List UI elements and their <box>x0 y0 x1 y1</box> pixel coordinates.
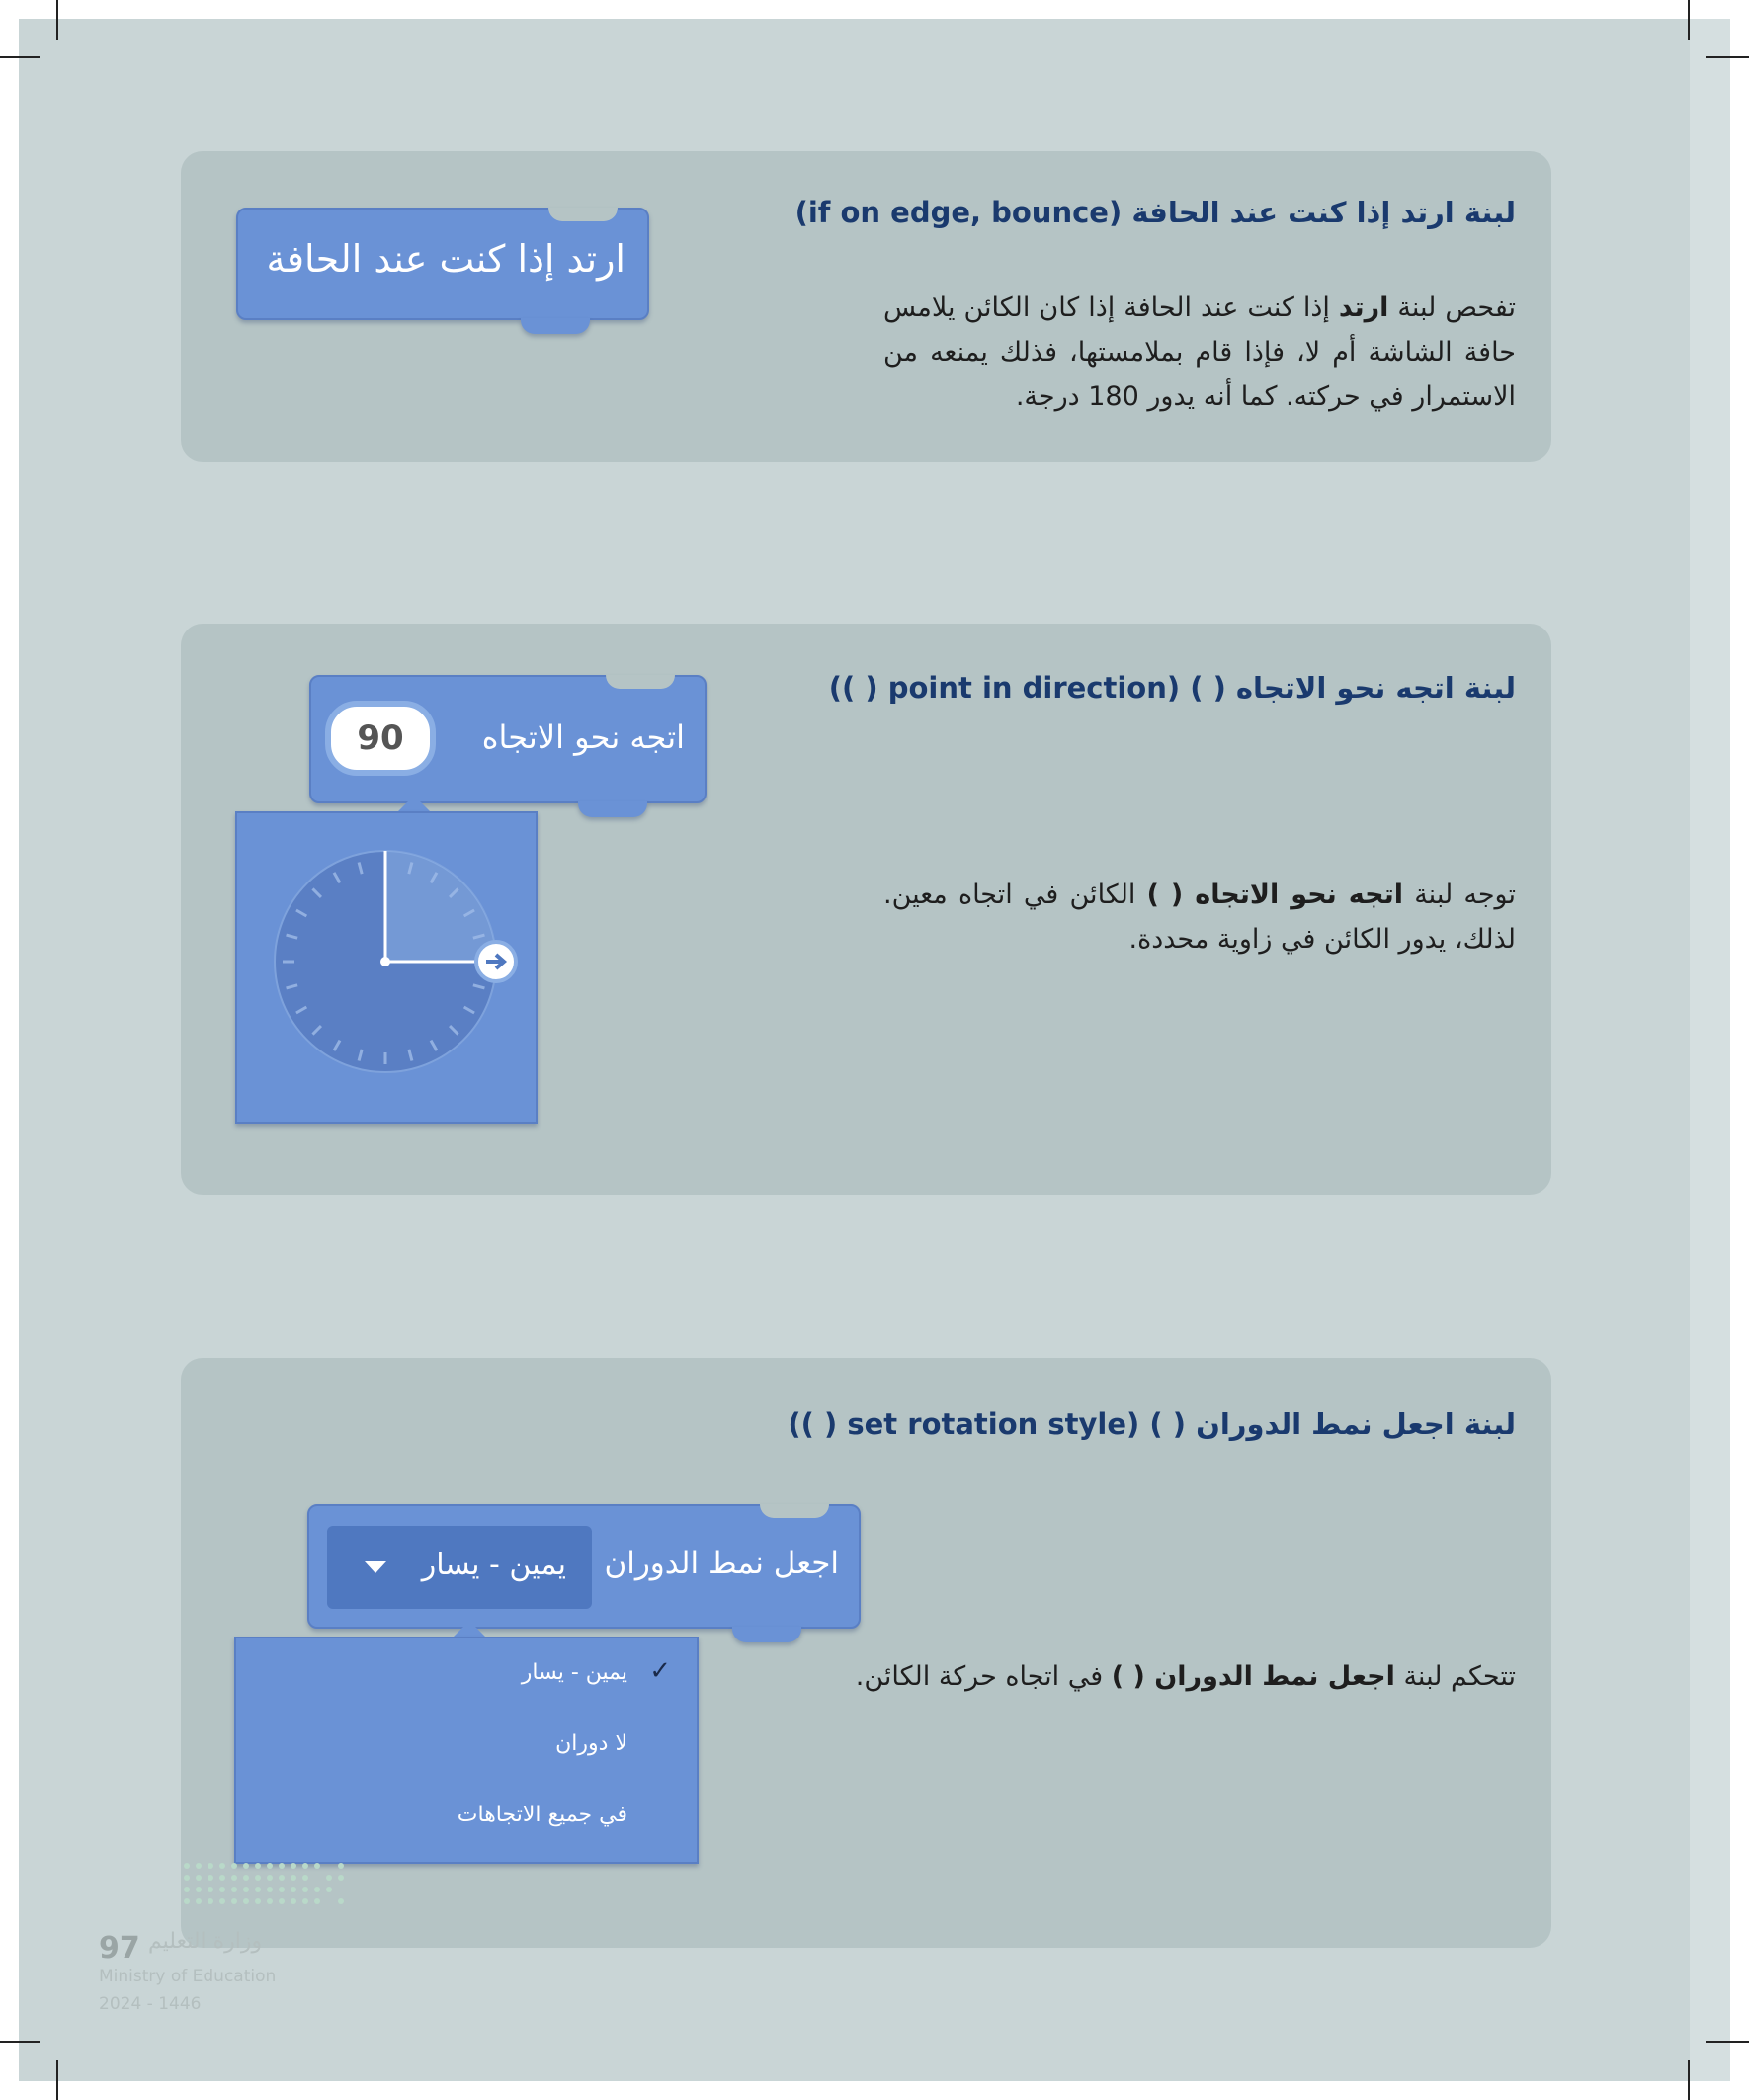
direction-dial[interactable] <box>237 813 536 1122</box>
crop-mark <box>0 56 40 58</box>
logo-dot <box>255 1863 261 1869</box>
dropdown-value: يمين - يسار <box>421 1548 566 1582</box>
logo-dot <box>267 1898 273 1904</box>
menu-item-all-around[interactable]: في جميع الاتجاهات <box>457 1803 627 1827</box>
logo-dot <box>231 1875 237 1881</box>
logo-dot <box>196 1887 202 1892</box>
logo-dot <box>291 1887 296 1892</box>
logo-dot <box>208 1887 213 1892</box>
block-label: ارتد إذا كنت عند الحافة <box>266 237 625 281</box>
rotation-style-block[interactable] <box>307 1504 861 1629</box>
desc-text: تتحكم لبنة <box>1394 1661 1516 1692</box>
ministry-name-en: Ministry of Education <box>99 1967 277 1986</box>
logo-dot <box>208 1863 213 1869</box>
logo-dot <box>267 1863 273 1869</box>
logo-dot <box>231 1898 237 1904</box>
crop-mark <box>56 0 58 40</box>
point-direction-card <box>181 624 1551 1195</box>
bounce-description <box>883 286 1516 419</box>
logo-dot <box>184 1887 190 1892</box>
logo-dot <box>208 1898 213 1904</box>
logo-dot <box>338 1875 344 1881</box>
crop-mark <box>1706 56 1749 58</box>
logo-dot <box>196 1875 202 1881</box>
logo-dot <box>279 1898 285 1904</box>
logo-dot <box>184 1863 190 1869</box>
desc-text: الكائن في اتجاه معين. لذلك، يدور الكائن في زاوية محددة. <box>883 880 1516 955</box>
crop-mark <box>1688 0 1690 40</box>
bounce-card <box>181 151 1551 462</box>
logo-dot <box>314 1887 320 1892</box>
logo-dot <box>219 1863 225 1869</box>
logo-dot <box>314 1863 320 1869</box>
page-number: 97 <box>99 1931 140 1966</box>
desc-text: تفحص لبنة <box>1388 293 1516 323</box>
crop-mark <box>56 2060 58 2100</box>
block-label: اتجه نحو الاتجاه <box>481 718 685 756</box>
logo-dot <box>208 1875 213 1881</box>
desc-bold: ارتد <box>1338 293 1389 323</box>
crop-mark <box>1706 2041 1749 2043</box>
logo-dot <box>184 1875 190 1881</box>
logo-dot <box>255 1875 261 1881</box>
page-edge-strip <box>1690 19 1730 2081</box>
rotation-style-title: لبنة اجعل نمط الدوران ( ) (set rotation style ( )) <box>788 1407 1516 1441</box>
logo-dot <box>243 1863 249 1869</box>
logo-dot <box>231 1887 237 1892</box>
point-direction-description <box>883 873 1516 962</box>
desc-text: توجه لبنة <box>1403 880 1516 910</box>
desc-text: إذا كنت عند الحافة إذا كان الكائن يلامس حافة الشاشة أم لا، فإذا قام بملامستها، فذلك يمنعه من الاستمرار في حركته. كما أنه يدور 180 درجة. <box>883 293 1516 412</box>
crop-mark <box>0 2041 40 2043</box>
logo-dot <box>291 1863 296 1869</box>
logo-dot <box>255 1898 261 1904</box>
point-direction-title: لبنة اتجه نحو الاتجاه ( ) (point in direction ( )) <box>828 671 1516 705</box>
academic-year: 2024 - 1446 <box>99 1994 202 2014</box>
logo-dot <box>219 1887 225 1892</box>
menu-item-left-right[interactable]: يمين - يسار <box>521 1660 627 1685</box>
logo-dot <box>291 1875 296 1881</box>
logo-dot <box>243 1875 249 1881</box>
logo-dot <box>314 1898 320 1904</box>
logo-dot <box>302 1898 308 1904</box>
desc-bold: اجعل نمط الدوران ( ) <box>1111 1661 1395 1692</box>
bounce-block[interactable] <box>236 208 649 320</box>
bounce-title: لبنة ارتد إذا كنت عند الحافة (if on edge, bounce) <box>794 196 1516 229</box>
logo-dot <box>255 1887 261 1892</box>
crop-mark <box>1688 2060 1690 2100</box>
logo-dot <box>279 1875 285 1881</box>
caret-down-icon <box>365 1561 386 1573</box>
logo-dot <box>326 1887 332 1892</box>
rotation-style-description <box>855 1654 1516 1699</box>
logo-dot <box>338 1898 344 1904</box>
ministry-name-ar: وزارة التعليم <box>148 1929 263 1954</box>
logo-dot <box>279 1887 285 1892</box>
logo-dot <box>243 1887 249 1892</box>
desc-bold: اتجه نحو الاتجاه ( ) <box>1146 880 1404 910</box>
logo-dot <box>184 1898 190 1904</box>
block-notch <box>606 675 675 689</box>
rotation-style-card <box>181 1358 1551 1948</box>
logo-dot <box>196 1898 202 1904</box>
block-tab <box>578 801 647 817</box>
block-tab <box>732 1627 801 1642</box>
logo-dot <box>326 1875 332 1881</box>
block-label: اجعل نمط الدوران <box>604 1546 839 1581</box>
logo-dot <box>219 1875 225 1881</box>
ministry-logo-icon <box>181 1860 349 1909</box>
logo-dot <box>219 1898 225 1904</box>
logo-dot <box>267 1875 273 1881</box>
logo-dot <box>243 1898 249 1904</box>
menu-item-dont-rotate[interactable]: لا دوران <box>555 1731 627 1756</box>
logo-dot <box>302 1887 308 1892</box>
direction-value-input[interactable]: 90 <box>325 701 436 776</box>
rotation-style-dropdown[interactable] <box>327 1526 592 1609</box>
logo-dot <box>196 1863 202 1869</box>
logo-dot <box>302 1863 308 1869</box>
logo-dot <box>231 1863 237 1869</box>
rotation-style-menu[interactable] <box>234 1637 699 1864</box>
logo-dot <box>291 1898 296 1904</box>
block-notch <box>760 1504 829 1518</box>
block-tab <box>521 318 590 334</box>
logo-dot <box>267 1887 273 1892</box>
logo-dot <box>302 1875 308 1881</box>
logo-dot <box>338 1863 344 1869</box>
block-notch <box>548 208 618 221</box>
check-icon: ✓ <box>649 1656 671 1686</box>
direction-dial-panel[interactable] <box>235 811 538 1124</box>
logo-dot <box>279 1863 285 1869</box>
desc-text: في اتجاه حركة الكائن. <box>855 1661 1112 1692</box>
point-direction-block[interactable] <box>309 675 707 803</box>
